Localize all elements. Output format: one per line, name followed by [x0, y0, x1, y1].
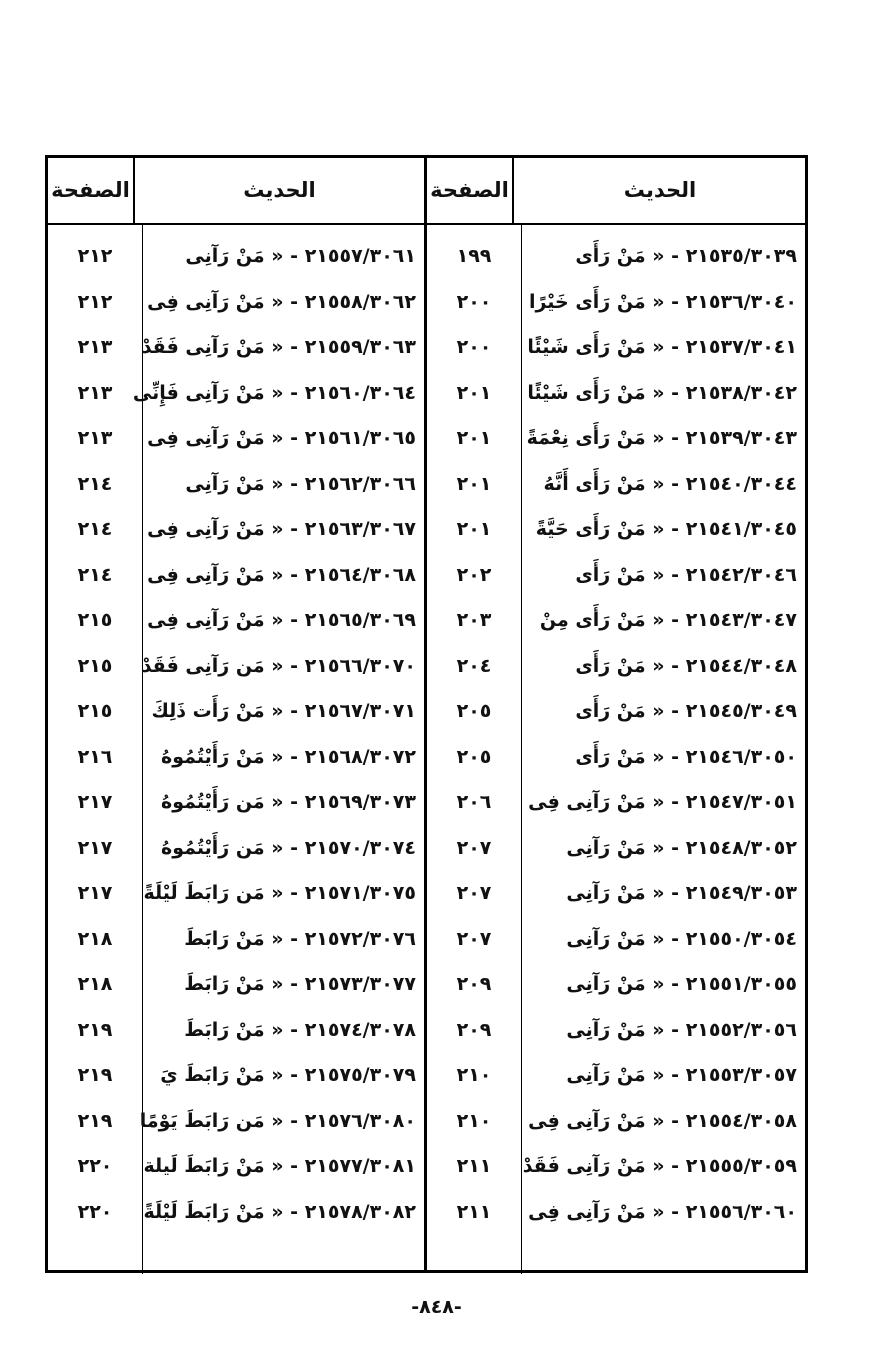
page-ref-left: ٢١٩: [77, 1018, 113, 1041]
hadith-entry-left: ٢١٥٧٣/٣٠٧٧ - « مَنْ رَابَطَ: [184, 973, 416, 995]
hadith-entry-right: ٢١٥٤٣/٣٠٤٧ - « مَنْ رَأَى مِنْ: [539, 609, 797, 631]
table-row: [48, 371, 805, 415]
page-ref-right: ٢١١: [456, 1200, 492, 1223]
page-ref-left: ٢١٥: [77, 609, 113, 631]
hadith-entry-right: ٢١٥٣٦/٣٠٤٠ - « مَنْ رَأَى خَيْرًا: [528, 290, 797, 313]
table-row: [48, 325, 805, 369]
page-ref-left: ٢١٣: [77, 427, 113, 449]
hadith-entry-left: ٢١٥٧٢/٣٠٧٦ - « مَنْ رَابَطَ: [184, 927, 416, 950]
page-ref-right: ٢٠٩: [456, 973, 492, 995]
hadith-entry-left: ٢١٥٧٧/٣٠٨١ - « مَنْ رَابَطَ لَيلة: [143, 1155, 416, 1177]
page-ref-right: ٢٠٧: [456, 927, 492, 950]
page-ref-right: ٢٠١: [456, 427, 492, 449]
hadith-entry-right: ٢١٥٤٨/٣٠٥٢ - « مَنْ رَآنِى: [566, 836, 797, 859]
page-ref-right: ٢١٠: [456, 1064, 492, 1086]
page-ref-left: ٢١٤: [77, 518, 113, 540]
table-row: [48, 644, 805, 688]
hadith-entry-right: ٢١٥٥٦/٣٠٦٠ - « مَنْ رَآنِى فِى: [528, 1200, 797, 1223]
page-ref-right: ٢٠١: [456, 472, 492, 495]
hadith-entry-left: ٢١٥٦٤/٣٠٦٨ - « مَنْ رَآنِى فِى: [147, 563, 416, 586]
table-row: [48, 689, 805, 733]
hadith-entry-left: ٢١٥٦٣/٣٠٦٧ - « مَنْ رَآنِى فِى: [147, 518, 416, 540]
page-ref-left: ٢٢٠: [77, 1155, 113, 1177]
hadith-entry-left: ٢١٥٦٨/٣٠٧٢ - « مَنْ رَأَيْتُمُوهُ: [161, 745, 416, 768]
page-ref-right: ٢٠٥: [456, 700, 492, 722]
hadith-entry-right: ٢١٥٤٠/٣٠٤٤ - « مَنْ رَأَى أَنَّهُ: [543, 472, 797, 495]
page-ref-left: ٢١٩: [77, 1064, 113, 1086]
table-row: [48, 1099, 805, 1143]
hadith-entry-right: ٢١٥٤٤/٣٠٤٨ - « مَنْ رَأَى: [575, 654, 797, 677]
header-page-right: الصفحة: [430, 178, 509, 202]
table-row: [48, 553, 805, 597]
page-ref-left: ٢١٩: [77, 1109, 113, 1132]
table-row: [48, 871, 805, 915]
table-row: [48, 507, 805, 551]
table-row: [48, 917, 805, 961]
hadith-entry-left: ٢١٥٦٦/٣٠٧٠ - « مَن رَآنِى فَقَدْ: [141, 654, 416, 677]
table-row: [48, 1008, 805, 1052]
hadith-entry-right: ٢١٥٣٨/٣٠٤٢ - « مَنْ رَأَى شَيْئًا: [527, 381, 797, 404]
hadith-entry-left: ٢١٥٦١/٣٠٦٥ - « مَنْ رَآنِى فِى: [147, 427, 416, 449]
hadith-entry-right: ٢١٥٤٥/٣٠٤٩ - « مَنْ رَأَى: [575, 700, 797, 722]
page-ref-left: ٢١٨: [77, 927, 113, 950]
hadith-entry-right: ٢١٥٤٢/٣٠٤٦ - « مَنْ رَأَى: [575, 563, 797, 586]
table-row: [48, 1053, 805, 1097]
page-ref-right: ٢٠٦: [456, 791, 492, 813]
page-ref-right: ٢٠٠: [456, 336, 492, 358]
hadith-entry-left: ٢١٥٥٩/٣٠٦٣ - « مَنْ رَآنِى فَقَدْ: [141, 336, 416, 358]
hadith-entry-right: ٢١٥٥٢/٣٠٥٦ - « مَنْ رَآنِى: [566, 1018, 797, 1041]
page-ref-left: ٢١٣: [77, 336, 113, 358]
hadith-entry-left: ٢١٥٧٠/٣٠٧٤ - « مَن رَأَيْتُمُوهُ: [161, 836, 416, 859]
header-hadith-right: الحديث: [623, 178, 697, 202]
hadith-entry-right: ٢١٥٥٤/٣٠٥٨ - « مَنْ رَآنِى فِى: [528, 1109, 797, 1132]
hadith-entry-left: ٢١٥٦٩/٣٠٧٣ - « مَن رَأَيْتُمُوهُ: [161, 791, 416, 813]
hadith-entry-right: ٢١٥٤٦/٣٠٥٠ - « مَنْ رَأَى: [575, 745, 797, 768]
hadith-entry-left: ٢١٥٧٤/٣٠٧٨ - « مَنْ رَابَطَ: [184, 1018, 416, 1041]
hadith-entry-right: ٢١٥٤٩/٣٠٥٣ - « مَنْ رَآنِى: [566, 882, 797, 904]
table-row: [48, 780, 805, 824]
page-ref-right: ٢٠٧: [456, 882, 492, 904]
page-ref-right: ١٩٩: [456, 245, 492, 267]
page-number: -٨٤٨-: [411, 1296, 462, 1318]
column-divider: [512, 158, 514, 224]
hadith-entry-left: ٢١٥٧٥/٣٠٧٩ - « مَنْ رَابَطَ يَ: [160, 1064, 416, 1086]
page-ref-right: ٢٠٤: [456, 654, 492, 677]
hadith-entry-right: ٢١٥٤١/٣٠٤٥ - « مَنْ رَأَى حَيَّةً: [535, 518, 797, 540]
hadith-entry-left: ٢١٥٧١/٣٠٧٥ - « مَن رَابَطَ لَيْلَةً: [143, 882, 416, 904]
page-ref-right: ٢٠٧: [456, 836, 492, 859]
hadith-entry-right: ٢١٥٣٧/٣٠٤١ - « مَنْ رَأَى شَيْئًا: [527, 336, 797, 358]
hadith-entry-left: ٢١٥٦٧/٣٠٧١ - « مَنْ رَأَت ذَلِكَ: [151, 700, 416, 722]
page-ref-right: ٢٠١: [456, 518, 492, 540]
hadith-entry-left: ٢١٥٦٥/٣٠٦٩ - « مَنْ رَآنِى فِى: [147, 609, 416, 631]
table-row: [48, 462, 805, 506]
page-ref-left: ٢١٧: [77, 882, 113, 904]
page-ref-right: ٢١١: [456, 1155, 492, 1177]
hadith-entry-left: ٢١٥٦٢/٣٠٦٦ - « مَنْ رَآنِى: [185, 472, 416, 495]
page-ref-left: ٢١٧: [77, 791, 113, 813]
hadith-entry-right: ٢١٥٥٥/٣٠٥٩ - « مَنْ رَآنِى فَقَدْ: [522, 1155, 797, 1177]
table-row: [48, 416, 805, 460]
header-page-left: الصفحة: [51, 178, 130, 202]
table-row: [48, 735, 805, 779]
hadith-index-table: [45, 155, 808, 1273]
page-ref-left: ٢١٤: [77, 563, 113, 586]
page-ref-right: ٢٠٢: [456, 563, 492, 586]
table-row: [48, 280, 805, 324]
hadith-entry-left: ٢١٥٥٨/٣٠٦٢ - « مَنْ رَآنِى فِى: [147, 290, 416, 313]
page-ref-left: ٢١٢: [77, 290, 113, 313]
table-row: [48, 962, 805, 1006]
page-ref-left: ٢١٥: [77, 700, 113, 722]
table-row: [48, 1190, 805, 1234]
header-hadith-left: الحديث: [243, 178, 316, 202]
page-ref-left: ٢٢٠: [77, 1200, 113, 1223]
table-row: [48, 234, 805, 278]
page-ref-left: ٢١٤: [77, 472, 113, 495]
table-row: [48, 826, 805, 870]
page-ref-left: ٢١٦: [77, 745, 113, 768]
page-ref-left: ٢١٧: [77, 836, 113, 859]
page-ref-right: ٢٠١: [456, 381, 492, 404]
hadith-entry-right: ٢١٥٤٧/٣٠٥١ - « مَنْ رَآنِى فِى: [528, 791, 797, 813]
hadith-entry-left: ٢١٥٧٨/٣٠٨٢ - « مَنْ رَابَطَ لَيْلَةً: [143, 1200, 416, 1223]
hadith-entry-left: ٢١٥٦٠/٣٠٦٤ - « مَنْ رَآنِى فَإِنِّى: [132, 381, 416, 404]
page-ref-right: ٢١٠: [456, 1109, 492, 1132]
page-ref-right: ٢٠٠: [456, 290, 492, 313]
hadith-entry-right: ٢١٥٣٩/٣٠٤٣ - « مَنْ رَأَى نِعْمَةً: [526, 427, 797, 449]
page-ref-left: ٢١٨: [77, 973, 113, 995]
hadith-entry-right: ٢١٥٥٣/٣٠٥٧ - « مَنْ رَآنِى: [566, 1064, 797, 1086]
hadith-entry-left: ٢١٥٧٦/٣٠٨٠ - « مَن رَابَطَ يَوْمًا: [139, 1109, 416, 1132]
page-ref-right: ٢٠٣: [456, 609, 492, 631]
hadith-entry-right: ٢١٥٥١/٣٠٥٥ - « مَنْ رَآنِى: [566, 973, 797, 995]
page-ref-left: ٢١٥: [77, 654, 113, 677]
hadith-entry-right: ٢١٥٥٠/٣٠٥٤ - « مَنْ رَآنِى: [566, 927, 797, 950]
page-ref-left: ٢١٢: [77, 245, 113, 267]
table-row: [48, 1144, 805, 1188]
hadith-entry-right: ٢١٥٣٥/٣٠٣٩ - « مَنْ رَأَى: [575, 245, 797, 267]
page-ref-left: ٢١٣: [77, 381, 113, 404]
table-row: [48, 598, 805, 642]
page-ref-right: ٢٠٩: [456, 1018, 492, 1041]
hadith-entry-left: ٢١٥٥٧/٣٠٦١ - « مَنْ رَآنِى: [185, 245, 416, 267]
page-ref-right: ٢٠٥: [456, 745, 492, 768]
